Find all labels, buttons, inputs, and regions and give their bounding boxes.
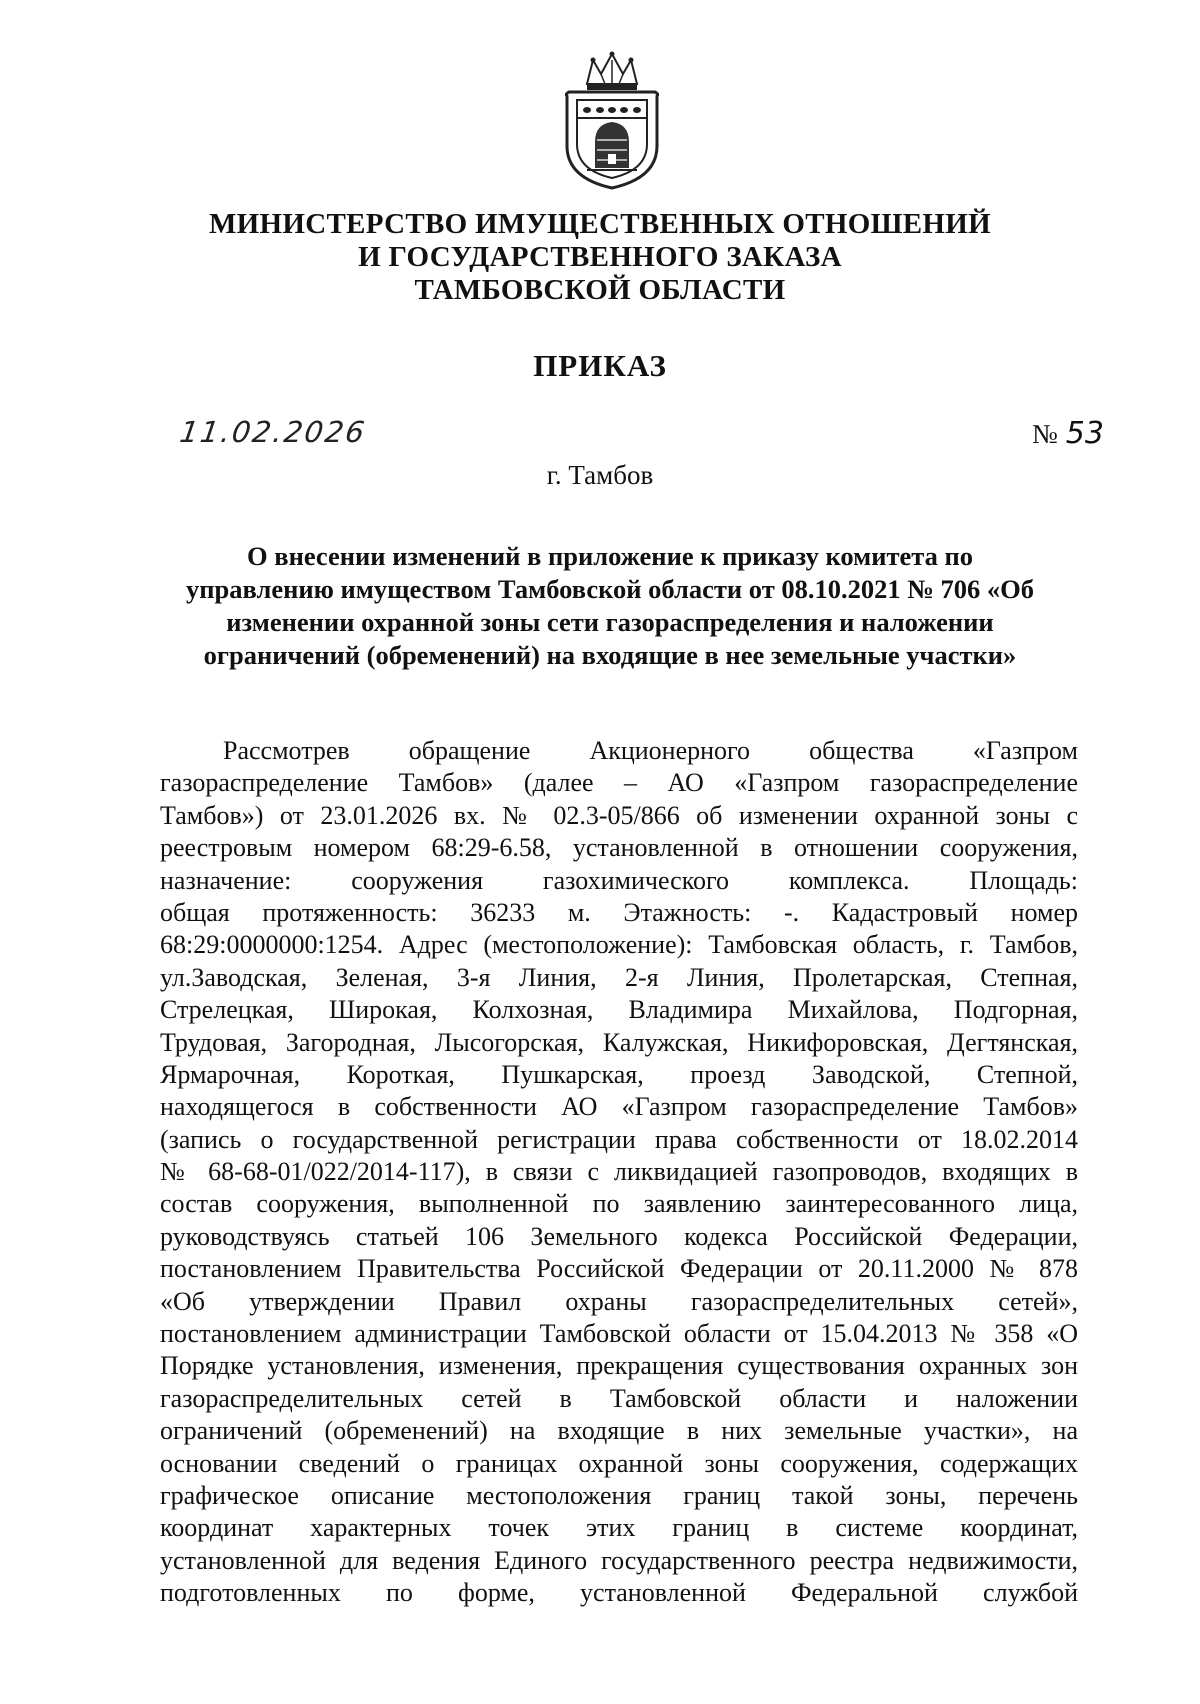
body-line: графическое описание местоположения границ такой зоны, перечень bbox=[160, 1480, 1078, 1510]
body-line: Трудовая, Загородная, Лысогорская, Калужская, Никифоровская, Дегтянская, bbox=[160, 1027, 1078, 1057]
handwritten-number: 53 bbox=[1065, 416, 1104, 451]
subject-line: изменении охранной зоны сети газораспределения и наложении bbox=[226, 607, 994, 637]
org-line-3: ТАМБОВСКОЙ ОБЛАСТИ bbox=[414, 274, 786, 306]
body-line: ограничений (обременений) на входящие в них земельные участки», на bbox=[160, 1416, 1078, 1446]
body-line: находящегося в собственности АО «Газпром газораспределение Тамбов» bbox=[160, 1092, 1078, 1122]
body-line: руководствуясь статьей 106 Земельного кодекса Российской Федерации, bbox=[160, 1221, 1078, 1251]
body-line: Ярмарочная, Короткая, Пушкарская, проезд Заводской, Степной, bbox=[160, 1059, 1078, 1089]
document-number bbox=[1032, 416, 1104, 451]
org-line-1: МИНИСТЕРСТВО ИМУЩЕСТВЕННЫХ ОТНОШЕНИЙ bbox=[208, 208, 991, 240]
subject-line: управлению имуществом Тамбовской области от 08.10.2021 № 706 «Об bbox=[186, 574, 1034, 604]
body-line: газораспределительных сетей в Тамбовской области и наложении bbox=[160, 1383, 1078, 1413]
body-line: координат характерных точек этих границ в системе координат, bbox=[160, 1513, 1078, 1543]
body-line: постановлением администрации Тамбовской области от 15.04.2013 № 358 «О bbox=[160, 1319, 1078, 1349]
body-line: Тамбов») от 23.01.2026 вх. № 02.3-05/866 об изменении охранной зоны с bbox=[160, 800, 1078, 830]
body-line: подготовленных по форме, установленной Федеральной службой bbox=[160, 1578, 1078, 1608]
body-line: назначение: сооружения газохимического комплекса. Площадь: bbox=[160, 865, 1078, 895]
body-line: 68:29:0000000:1254. Адрес (местоположение): Тамбовская область, г. Тамбов, bbox=[160, 930, 1078, 960]
document-type-title: ПРИКАЗ bbox=[533, 348, 667, 383]
subject-line: ограничений (обременений) на входящие в нее земельные участки» bbox=[203, 640, 1017, 670]
body-line: общая протяженность: 36233 м. Этажность: -. Кадастровый номер bbox=[160, 897, 1078, 927]
number-label: № bbox=[1032, 419, 1058, 449]
coat-of-arms-emblem bbox=[557, 50, 667, 190]
body-line: «Об утверждении Правил охраны газораспределительных сетей», bbox=[160, 1286, 1078, 1316]
body-line: газораспределение Тамбов» (далее – АО «Газпром газораспределение bbox=[160, 768, 1078, 798]
org-line-2: И ГОСУДАРСТВЕННОГО ЗАКАЗА bbox=[358, 241, 842, 273]
handwritten-date: 11.02.2026 bbox=[177, 415, 369, 449]
body-line: постановлением Правительства Российской Федерации от 20.11.2000 № 878 bbox=[160, 1254, 1078, 1284]
body-line: (запись о государственной регистрации права собственности от 18.02.2014 bbox=[160, 1124, 1078, 1154]
body-line: установленной для ведения Единого государственного реестра недвижимости, bbox=[160, 1545, 1078, 1575]
body-line: № 68-68-01/022/2014-117), в связи с ликвидацией газопроводов, входящих в bbox=[160, 1157, 1078, 1187]
order-body-text bbox=[160, 735, 1078, 1610]
body-line: реестровым номером 68:29-6.58, установленной в отношении сооружения, bbox=[160, 833, 1078, 863]
body-line: Порядке установления, изменения, прекращения существования охранных зон bbox=[160, 1351, 1078, 1381]
body-line: состав сооружения, выполненной по заявлению заинтересованного лица, bbox=[160, 1189, 1078, 1219]
order-subject bbox=[150, 540, 1070, 672]
body-line: ул.Заводская, Зеленая, 3-я Линия, 2-я Линия, Пролетарская, Степная, bbox=[160, 962, 1078, 992]
body-line: Стрелецкая, Широкая, Колхозная, Владимира Михайлова, Подгорная, bbox=[160, 995, 1078, 1025]
body-line: Рассмотрев обращение Акционерного общества «Газпром bbox=[223, 736, 1078, 765]
subject-line: О внесении изменений в приложение к приказу комитета по bbox=[247, 541, 973, 571]
city-line: г. Тамбов bbox=[546, 460, 654, 490]
ministry-header bbox=[0, 208, 1200, 307]
body-line: основании сведений о границах охранной зоны сооружения, содержащих bbox=[160, 1448, 1078, 1478]
